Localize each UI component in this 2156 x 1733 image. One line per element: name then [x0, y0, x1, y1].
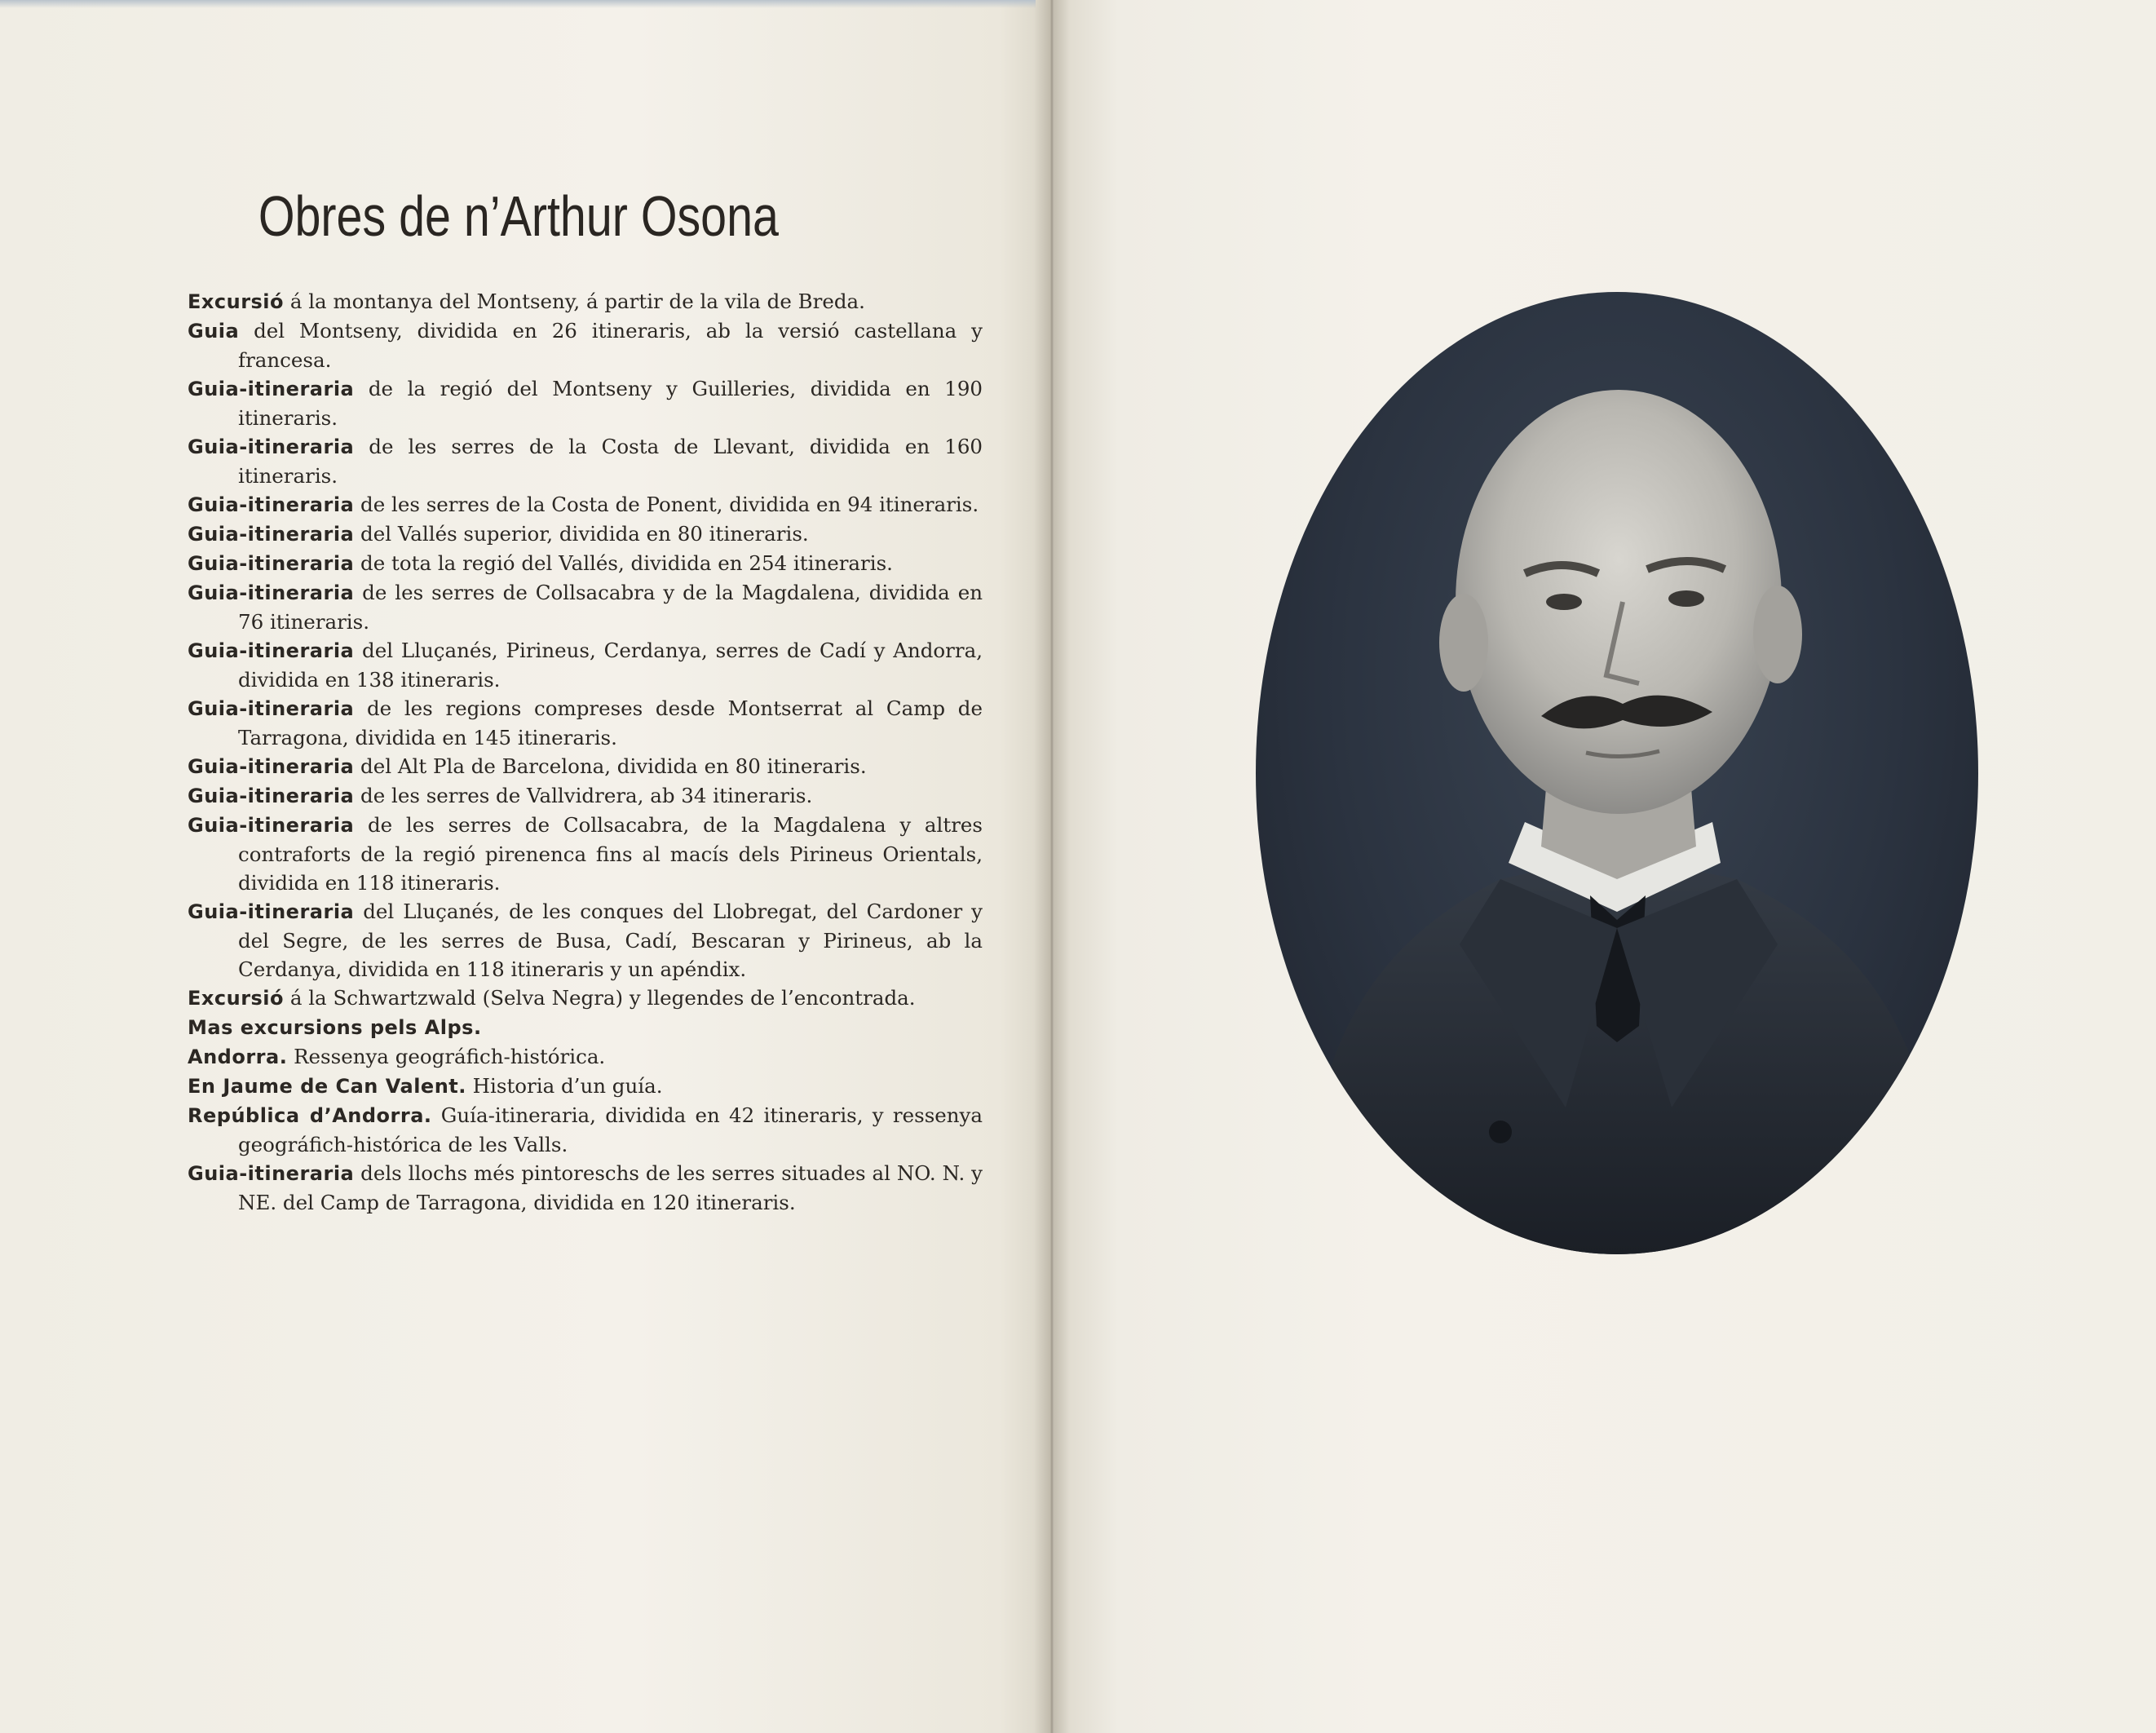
right-eye [1668, 590, 1704, 607]
work-entry [188, 636, 983, 694]
work-entry-lead: Guia-itineraria [188, 639, 355, 662]
work-entry-text: de les regions compreses desde Montserrat al Camp de Tarragona, dividida en 145 itineraris. [238, 696, 983, 749]
work-entry-text: del Montseny, dividida en 26 itineraris, ab la versió castellana y francesa. [238, 319, 983, 372]
work-entry-lead: Guia-itineraria [188, 785, 355, 807]
left-ear [1439, 594, 1488, 692]
work-entry-text: del Lluçanés, de les conques del Llobregat, del Cardoner y del Segre, de les serres de Busa, Cadí, Bescaran y Pirineus, ab la Cerdanya, dividida en 118 itineraris y un apéndix. [238, 900, 983, 981]
work-entry-text: dels llochs més pintoreschs de les serres situades al NO. N. y NE. del Camp de Tarragona, dividida en 120 itineraris. [238, 1161, 983, 1214]
work-entry [188, 519, 983, 549]
work-entry-text: á la Schwartzwald (Selva Negra) y llegendes de l’encontrada. [284, 986, 916, 1010]
work-entry-text: Historia d’un guía. [466, 1074, 663, 1098]
works-list [188, 287, 983, 1217]
work-entry [188, 316, 983, 374]
work-entry-lead: Guia-itineraria [188, 435, 355, 458]
book-gutter [1034, 0, 1070, 1733]
work-entry-lead: Guia-itineraria [188, 814, 355, 837]
author-portrait [1256, 292, 1978, 1254]
work-entry-text: de les serres de la Costa de Llevant, dividida en 160 itineraris. [238, 435, 983, 488]
work-entry-text: de tota la regió del Vallés, dividida en 254 itineraris. [354, 551, 893, 575]
work-entry-lead: Andorra. [188, 1046, 288, 1068]
work-entry [188, 1042, 983, 1072]
work-entry [188, 752, 983, 781]
portrait-illustration [1256, 292, 1978, 1254]
work-entry-lead: En Jaume de Can Valent. [188, 1075, 466, 1098]
work-entry-lead: Guia-itineraria [188, 755, 355, 778]
work-entry [188, 781, 983, 811]
work-entry-text: de les serres de Collsacabra, de la Magdalena y altres contraforts de la regió pirenenca fins al macís dels Pirineus Orientals, dividida en 118 itineraris. [238, 813, 983, 895]
right-ear [1753, 586, 1802, 683]
work-entry [188, 578, 983, 636]
work-entry-lead: Guia-itineraria [188, 493, 355, 516]
work-entry-lead: Guia-itineraria [188, 900, 355, 923]
work-entry-text: de les serres de la Costa de Ponent, dividida en 94 itineraris. [354, 493, 979, 516]
work-entry-lead: Mas excursions pels Alps. [188, 1016, 482, 1039]
work-entry-lead: Guia-itineraria [188, 581, 355, 604]
work-entry-text: Ressenya geográfich-histórica. [287, 1045, 606, 1068]
work-entry-lead: Guia [188, 320, 240, 343]
work-entry [188, 1101, 983, 1159]
work-entry-text: de la regió del Montseny y Guilleries, dividida en 190 itineraris. [238, 377, 983, 430]
head [1456, 390, 1782, 814]
work-entry-text: del Alt Pla de Barcelona, dividida en 80 itineraris. [354, 754, 867, 778]
work-entry-lead: Excursió [188, 290, 285, 313]
work-entry [188, 1013, 983, 1042]
work-entry-lead: Guia-itineraria [188, 552, 355, 575]
work-entry [188, 897, 983, 984]
work-entry-text: del Lluçanés, Pirineus, Cerdanya, serres de Cadí y Andorra, dividida en 138 itineraris. [238, 639, 983, 692]
coat-button [1489, 1121, 1512, 1143]
work-entry-text: de les serres de Vallvidrera, ab 34 itineraris. [354, 784, 813, 807]
page-title: Obres de n’Arthur Osona [258, 184, 779, 248]
work-entry [188, 694, 983, 752]
left-eye [1546, 594, 1582, 610]
work-entry-lead: Guia-itineraria [188, 523, 355, 546]
work-entry [188, 984, 983, 1013]
work-entry [188, 1159, 983, 1217]
work-entry-lead: Guia-itineraria [188, 1162, 355, 1185]
work-entry-text: de les serres de Collsacabra y de la Magdalena, dividida en 76 itineraris. [238, 581, 983, 634]
work-entry [188, 432, 983, 490]
page-top-edge [0, 0, 1036, 8]
work-entry [188, 287, 983, 316]
work-entry-text: á la montanya del Montseny, á partir de la vila de Breda. [284, 290, 865, 313]
work-entry [188, 1072, 983, 1101]
work-entry-lead: Guia-itineraria [188, 378, 355, 400]
work-entry-lead: República d’Andorra. [188, 1104, 432, 1127]
work-entry-text: del Vallés superior, dividida en 80 itineraris. [354, 522, 809, 546]
work-entry-text: Guía-itineraria, dividida en 42 itineraris, y ressenya geográfich-histórica de les Valls. [238, 1103, 983, 1156]
work-entry-lead: Excursió [188, 987, 285, 1010]
work-entry-lead: Guia-itineraria [188, 697, 355, 720]
work-entry [188, 811, 983, 897]
work-entry [188, 549, 983, 578]
work-entry [188, 490, 983, 519]
left-page [0, 0, 1052, 1733]
work-entry [188, 374, 983, 432]
